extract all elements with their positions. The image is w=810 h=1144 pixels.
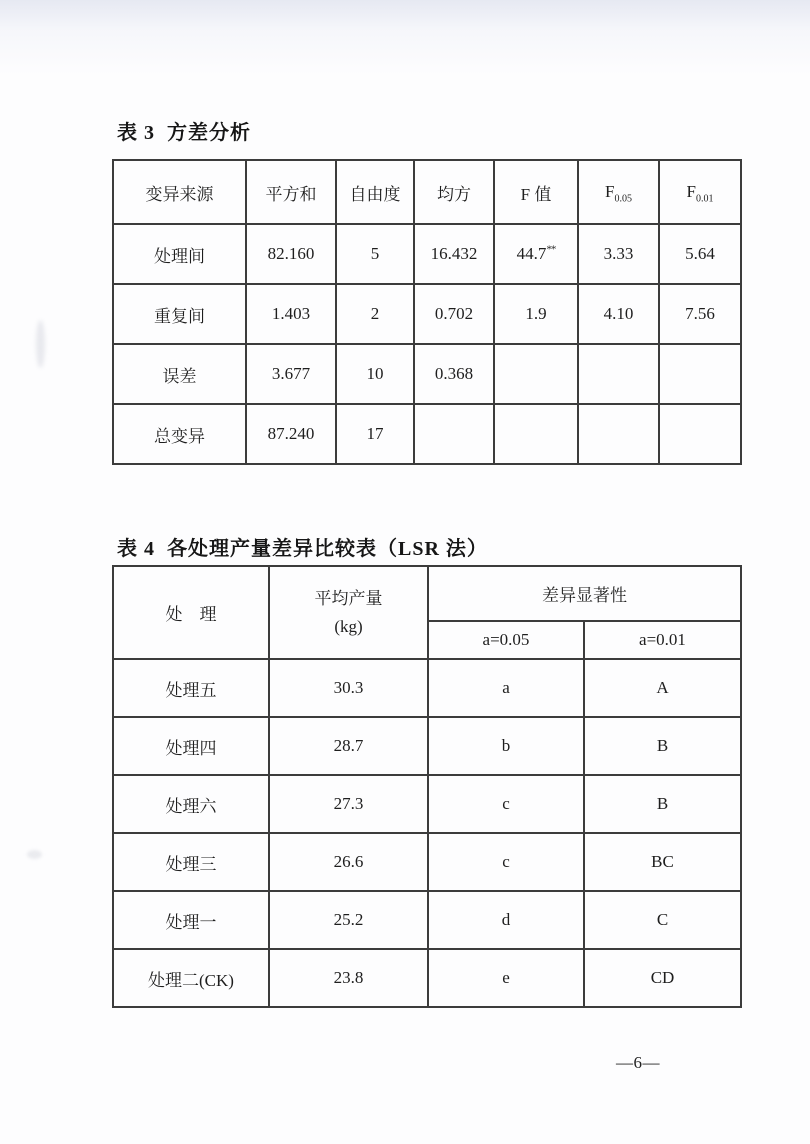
col-header-f-crit-005 xyxy=(578,160,659,224)
cell-sig-001: A xyxy=(584,659,741,717)
table-header-row xyxy=(113,566,741,621)
cell-f005 xyxy=(578,344,659,404)
cell-yield: 30.3 xyxy=(269,659,428,717)
f-value-number: 44.7 xyxy=(516,244,547,263)
cell-ms xyxy=(414,404,494,464)
cell-f001 xyxy=(659,344,741,404)
lsr-comparison-table xyxy=(112,565,742,1008)
cell-ms: 16.432 xyxy=(414,224,494,284)
cell-sig-005: c xyxy=(428,833,584,891)
cell-df: 17 xyxy=(336,404,414,464)
cell-yield: 25.2 xyxy=(269,891,428,949)
cell-f005: 3.33 xyxy=(578,224,659,284)
avg-yield-unit: (kg) xyxy=(334,616,363,636)
col-header-alpha-001: a=0.01 xyxy=(584,621,741,659)
cell-f-value xyxy=(494,284,578,344)
cell-f001: 7.56 xyxy=(659,284,741,344)
table-row xyxy=(113,833,741,891)
col-header-mean-square: 均方 xyxy=(414,160,494,224)
table4-title: 表 4 各处理产量差异比较表（LSR 法） xyxy=(117,538,488,560)
cell-sig-001: B xyxy=(584,775,741,833)
cell-sig-001: B xyxy=(584,717,741,775)
cell-f-value xyxy=(494,404,578,464)
cell-treatment: 处理五 xyxy=(113,659,269,717)
page-number: —6— xyxy=(616,1053,660,1072)
f-base: F xyxy=(605,182,615,201)
cell-yield: 27.3 xyxy=(269,775,428,833)
cell-f001: 5.64 xyxy=(659,224,741,284)
table-row xyxy=(113,949,741,1007)
cell-f005 xyxy=(578,404,659,464)
table-row xyxy=(113,344,741,404)
table3-title: 表 3 方差分析 xyxy=(117,122,251,144)
avg-yield-label: 平均产量 xyxy=(314,589,383,609)
table-header-row xyxy=(113,160,741,224)
table-row xyxy=(113,659,741,717)
table-row xyxy=(113,224,741,284)
cell-sig-005: b xyxy=(428,717,584,775)
scan-gradient-artifact xyxy=(0,0,810,75)
col-header-f-value: F 值 xyxy=(494,160,578,224)
col-header-significance: 差异显著性 xyxy=(428,566,741,621)
cell-sig-001: CD xyxy=(584,949,741,1007)
col-header-treatment: 处 理 xyxy=(113,566,269,659)
cell-df: 2 xyxy=(336,284,414,344)
cell-source: 处理间 xyxy=(113,224,246,284)
cell-yield: 23.8 xyxy=(269,949,428,1007)
cell-yield: 26.6 xyxy=(269,833,428,891)
cell-f005: 4.10 xyxy=(578,284,659,344)
cell-ss: 1.403 xyxy=(246,284,336,344)
cell-df: 5 xyxy=(336,224,414,284)
col-header-sum-of-squares: 平方和 xyxy=(246,160,336,224)
cell-treatment: 处理六 xyxy=(113,775,269,833)
f-value-number: 1.9 xyxy=(525,304,547,323)
col-header-source-of-variation: 变异来源 xyxy=(113,160,246,224)
cell-treatment: 处理三 xyxy=(113,833,269,891)
col-header-alpha-005: a=0.05 xyxy=(428,621,584,659)
f-subscript: 0.01 xyxy=(695,193,714,205)
cell-treatment: 处理四 xyxy=(113,717,269,775)
cell-source: 总变异 xyxy=(113,404,246,464)
cell-sig-001: C xyxy=(584,891,741,949)
cell-sig-005: a xyxy=(428,659,584,717)
cell-treatment: 处理一 xyxy=(113,891,269,949)
col-header-degrees-of-freedom: 自由度 xyxy=(336,160,414,224)
cell-f-value xyxy=(494,344,578,404)
cell-df: 10 xyxy=(336,344,414,404)
cell-yield: 28.7 xyxy=(269,717,428,775)
table-row xyxy=(113,284,741,344)
cell-sig-001: BC xyxy=(584,833,741,891)
scan-smudge-artifact xyxy=(27,850,42,859)
cell-ss: 82.160 xyxy=(246,224,336,284)
f-subscript: 0.05 xyxy=(614,193,632,205)
cell-f001 xyxy=(659,404,741,464)
col-header-f-crit-001 xyxy=(659,160,741,224)
cell-ss: 87.240 xyxy=(246,404,336,464)
cell-ss: 3.677 xyxy=(246,344,336,404)
f-base: F xyxy=(686,182,696,201)
table-row xyxy=(113,891,741,949)
anova-table xyxy=(112,159,742,465)
cell-source: 重复间 xyxy=(113,284,246,344)
cell-source: 误差 xyxy=(113,344,246,404)
cell-ms: 0.702 xyxy=(414,284,494,344)
significance-asterisks: ** xyxy=(546,243,556,256)
table-row xyxy=(113,717,741,775)
scan-smudge-artifact xyxy=(36,320,45,368)
cell-ms: 0.368 xyxy=(414,344,494,404)
cell-sig-005: c xyxy=(428,775,584,833)
cell-f-value xyxy=(494,224,578,284)
cell-sig-005: e xyxy=(428,949,584,1007)
cell-treatment: 处理二(CK) xyxy=(113,949,269,1007)
col-header-avg-yield xyxy=(269,566,428,659)
cell-sig-005: d xyxy=(428,891,584,949)
table-row xyxy=(113,404,741,464)
table-row xyxy=(113,775,741,833)
